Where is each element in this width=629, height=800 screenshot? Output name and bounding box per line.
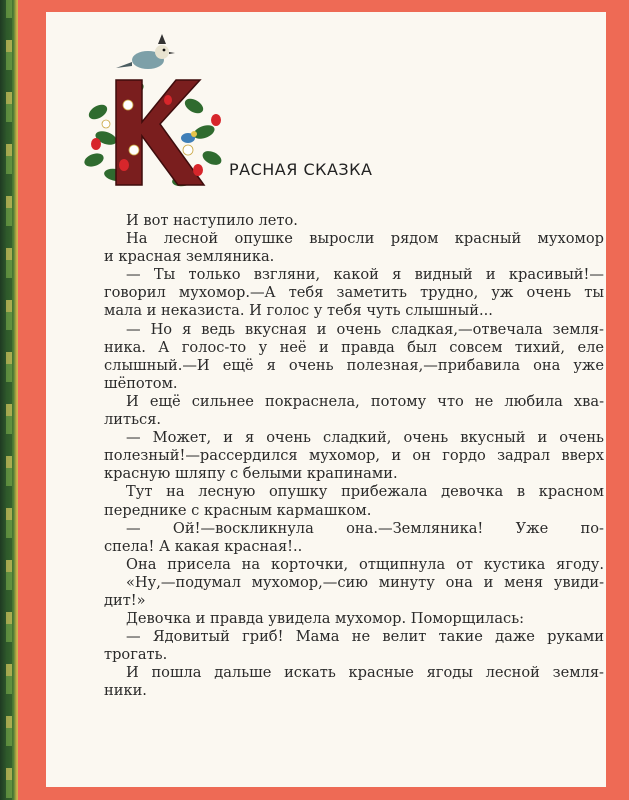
text-line: Она присела на корточки, отщипнула от кустика ягоду. bbox=[126, 555, 604, 573]
text-line: Тут на лесную опушку прибежала девочка в красном bbox=[126, 483, 604, 501]
text-line: Девочка и правда увидела мухомор. Поморщилась: bbox=[126, 610, 525, 628]
drop-cap-illustration bbox=[76, 20, 226, 192]
text-line: — Но я ведь вкусная и очень сладкая,—отвечала земля- bbox=[126, 320, 604, 338]
text-line: дит!» bbox=[104, 591, 146, 609]
text-line: И пошла дальше искать красные ягоды лесной земля- bbox=[126, 664, 604, 682]
text-line: — Ты только взгляни, какой я видный и красивый!— bbox=[126, 266, 604, 284]
text-line: мала и неказиста. И голос у тебя чуть слышный... bbox=[104, 302, 493, 320]
text-line: «Ну,—подумал мухомор,—сию минуту она и меня увиди- bbox=[126, 573, 604, 591]
text-line: и красная земляника. bbox=[104, 248, 275, 266]
bird-icon bbox=[181, 131, 197, 143]
story-title: РАСНАЯ СКАЗКА bbox=[229, 160, 373, 179]
text-line: полезный!—рассердился мухомор, и он гордо задрал вверх bbox=[104, 447, 604, 465]
text-line: слышный.—И ещё я очень полезная,—прибавила она уже bbox=[104, 356, 604, 374]
text-line: трогать. bbox=[104, 646, 168, 664]
text-line: На лесной опушке выросли рядом красный мухомор bbox=[126, 230, 604, 248]
text-line: И ещё сильнее покраснела, потому что не любила хва- bbox=[126, 392, 604, 410]
text-line: — Может, и я очень сладкий, очень вкусный и очень bbox=[126, 429, 604, 447]
text-line: И вот наступило лето. bbox=[126, 212, 298, 229]
page bbox=[46, 12, 606, 787]
initial-letter-k bbox=[116, 80, 204, 185]
text-line: литься. bbox=[104, 411, 162, 429]
bird-icon bbox=[116, 34, 175, 69]
text-line: переднике с красным кармашком. bbox=[104, 501, 372, 519]
text-line: — Ядовитый гриб! Мама не велит такие даже руками bbox=[126, 628, 604, 646]
text-line: говорил мухомор.—А тебя заметить трудно, уж очень ты bbox=[104, 284, 604, 302]
text-line: спела! А какая красная!.. bbox=[104, 537, 303, 555]
text-line: — Ой!—воскликнула она.—Земляника! Уже по- bbox=[126, 519, 604, 537]
text-line: ника. А голос-то у неё и правда был совсем тихий, еле bbox=[104, 338, 604, 356]
text-line: красную шляпу с белыми крапинами. bbox=[104, 465, 398, 483]
text-line: шёпотом. bbox=[104, 374, 178, 392]
story-body bbox=[104, 212, 604, 701]
text-line: ники. bbox=[104, 682, 147, 700]
